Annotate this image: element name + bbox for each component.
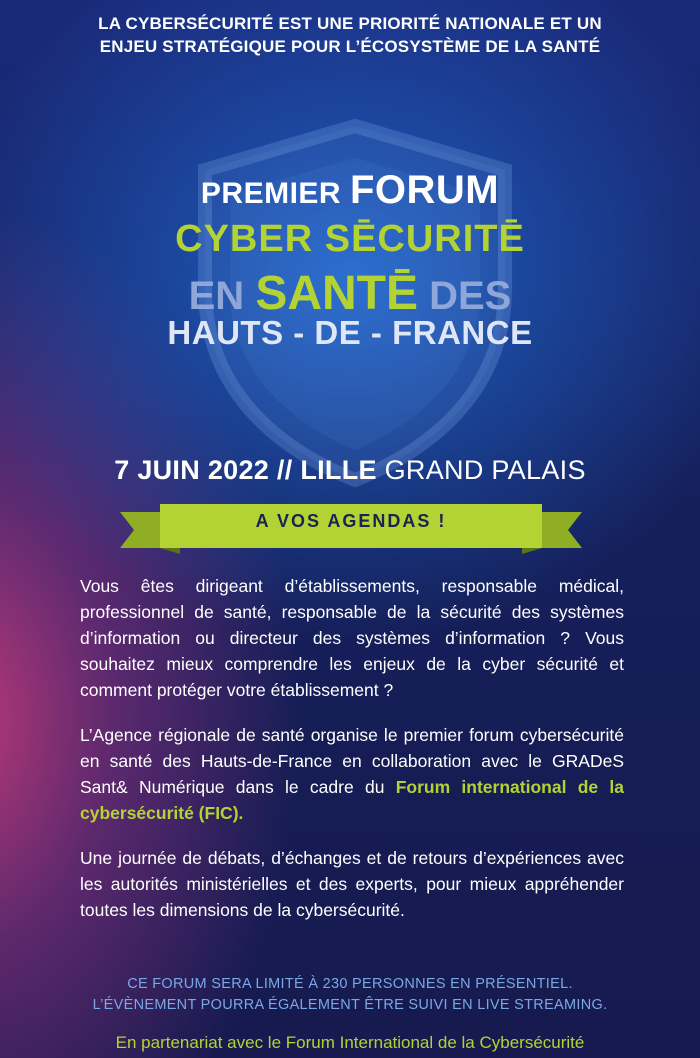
header-tagline: [0, 12, 700, 58]
title-forum: FORUM: [349, 168, 500, 212]
title-line-1: [0, 168, 700, 213]
program-paragraph: Une journée de débats, d’échanges et de retours d’expériences avec les autorités ministérielles et des experts, pour mieux appréhender toutes les dimensions de la cybersécurité.: [80, 848, 624, 920]
ribbon-label: A VOS AGENDAS !: [255, 511, 447, 531]
title-line-2: CYBER SĒCURITĒ: [175, 218, 525, 260]
header-tagline-line2: ENJEU STRATÉGIQUE POUR L’ÉCOSYSTÈME DE LA SANTÉ: [99, 37, 601, 56]
intro-paragraph: Vous êtes dirigeant d’établissements, responsable médical, professionnel de santé, responsable de la sécurité des systèmes d’information ou directeur des systèmes d’information ? Vous souhaitez mieux comprendre les enjeux de la cyber sécurité et comment protéger votre établissement ?: [80, 576, 624, 700]
title-line-4: HAUTS - DE - FRANCE: [167, 314, 533, 351]
partnership-note: En partenariat avec le Forum International de la Cybersécurité: [115, 1033, 585, 1052]
title-en: EN: [188, 274, 256, 318]
title-sante: SANTĒ: [255, 267, 418, 320]
capacity-notice-line1: CE FORUM SERA LIMITÉ À 230 PERSONNES EN PRÉSENTIEL.: [127, 976, 573, 992]
header-tagline-line1: LA CYBERSÉCURITÉ EST UNE PRIORITÉ NATIONALE ET UN: [98, 14, 602, 33]
capacity-notice: [0, 974, 700, 1016]
capacity-notice-line2: L’ÉVÈNEMENT POURRA ÉGALEMENT ÊTRE SUIVI EN LIVE STREAMING.: [92, 997, 608, 1013]
organiser-text: L’Agence régionale de santé organise le premier forum cybersécurité en santé des Hauts-de-France en collaboration avec le GRADeS Sant& Numérique dans le cadre du: [80, 725, 624, 797]
organiser-paragraph: [80, 722, 624, 826]
event-date: 7 JUIN 2022: [114, 455, 270, 485]
title-line-3: [0, 266, 700, 321]
event-date-location: [0, 455, 700, 486]
fic-link[interactable]: Forum international de la cybersécurité (FIC).: [80, 777, 624, 823]
event-city: LILLE: [300, 455, 377, 485]
title-premier: PREMIER: [200, 177, 350, 210]
event-venue: GRAND PALAIS: [376, 455, 586, 485]
title-des: DES: [418, 274, 512, 318]
event-separator: //: [269, 455, 301, 485]
